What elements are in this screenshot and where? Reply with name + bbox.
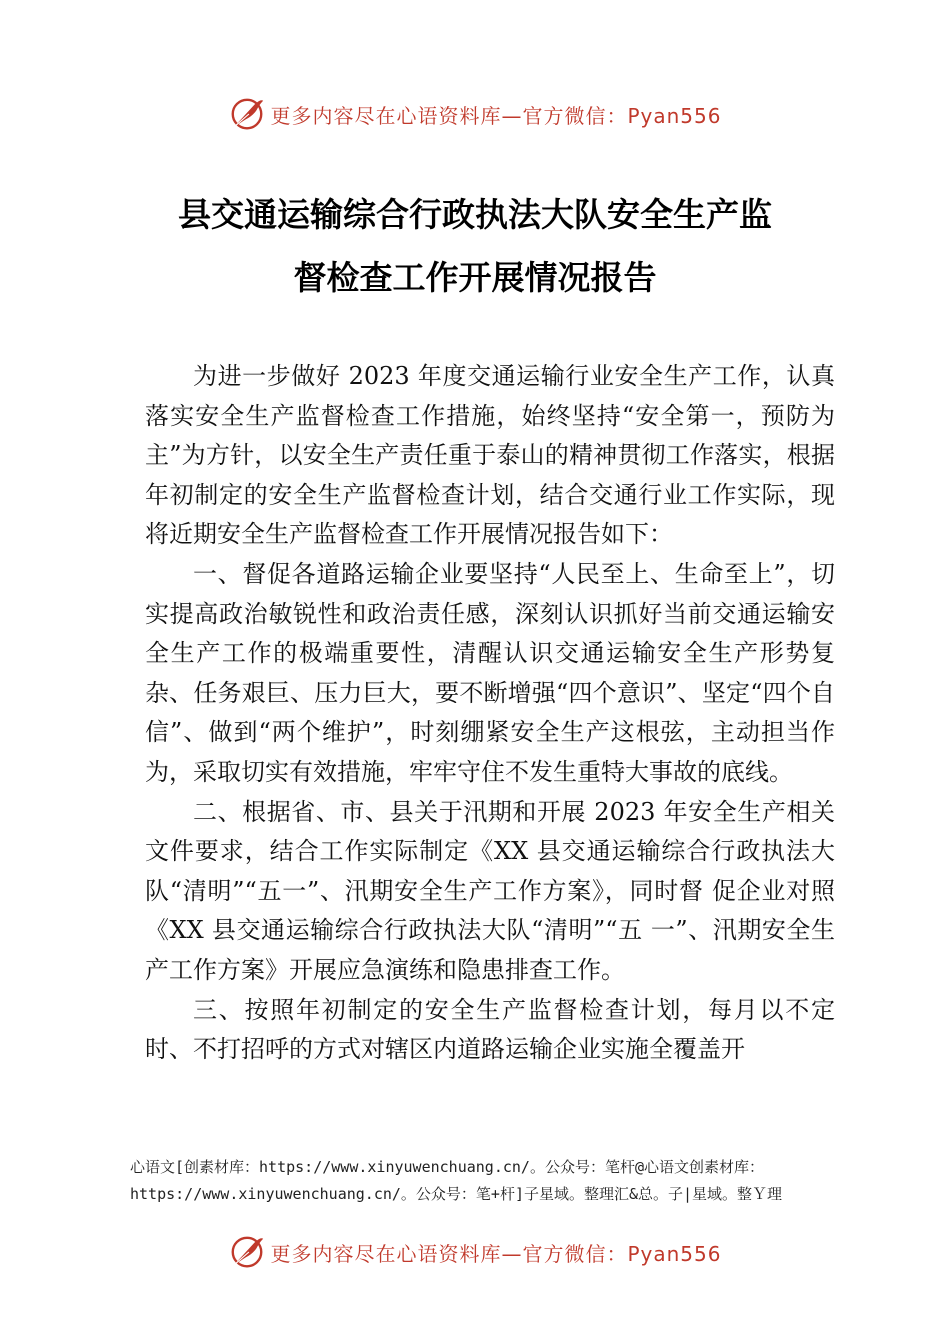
paragraph-section-2: 二、根据省、市、县关于汛期和开展 2023 年安全生产相关文件要求，结合工作实际制定《XX 县交通运输综合行政执法大队“清明”“五一”、汛期安全生产工作方案》，同时督 促企业对照《XX 县交通运输综合行政执法大队“清明”“五 一”、汛期安全生产工作方案》开展应急演练和隐患排查工作。 (145, 797, 835, 984)
banner-text: 更多内容尽在心语资料库—官方微信：Pyan556 (270, 1241, 722, 1266)
banner-text: 更多内容尽在心语资料库—官方微信：Pyan556 (270, 103, 722, 128)
paragraph-intro: 为进一步做好 2023 年度交通运输行业安全生产工作，认真落实安全生产监督检查工作措施，始终坚持“安全第一，预防为主”为方针，以安全生产责任重于泰山的精神贯彻工作落实，根据年初制定的安全生产监督检查计划，结合交通行业工作实际，现将近期安全生产监督检查工作开展情况报告如下： (145, 362, 835, 549)
paragraph-section-3: 三、按照年初制定的安全生产监督检查计划，每月以不定时、不打招呼的方式对辖区内道路运输企业实施全覆盖开 (145, 995, 835, 1064)
feather-pen-seal-icon (228, 1233, 266, 1271)
document-body (145, 357, 835, 1070)
document-title (120, 183, 830, 309)
feather-pen-seal-icon (228, 95, 266, 133)
source-footnote (130, 1154, 840, 1208)
header-banner (0, 94, 950, 134)
title-line-2: 督检查工作开展情况报告 (293, 258, 657, 297)
paragraph-section-1: 一、督促各道路运输企业要坚持“人民至上、生命至上”，切实提高政治敏锐性和政治责任感，深刻认识抓好当前交通运输安全生产工作的极端重要性，清醒认识交通运输安全生产形势复杂、任务艰巨、压力巨大，要不断增强“四个意识”、坚定“四个自信”、做到“两个维护”，时刻绷紧安全生产这根弦，主动担当作为，采取切实有效措施，牢牢守住不发生重特大事故的底线。 (145, 559, 835, 786)
title-line-1: 县交通运输综合行政执法大队安全生产监 (178, 195, 772, 234)
footnote-line-1: 心语文[创素材库：https://www.xinyuwenchuang.cn/。公众号：笔杆@心语文创素材库： (130, 1158, 764, 1176)
footer-banner (0, 1232, 950, 1272)
footnote-line-2: https://www.xinyuwenchuang.cn/。公众号：笔+杆]子星域。整理汇&总。子|星域。整Ｙ理 (130, 1185, 783, 1203)
